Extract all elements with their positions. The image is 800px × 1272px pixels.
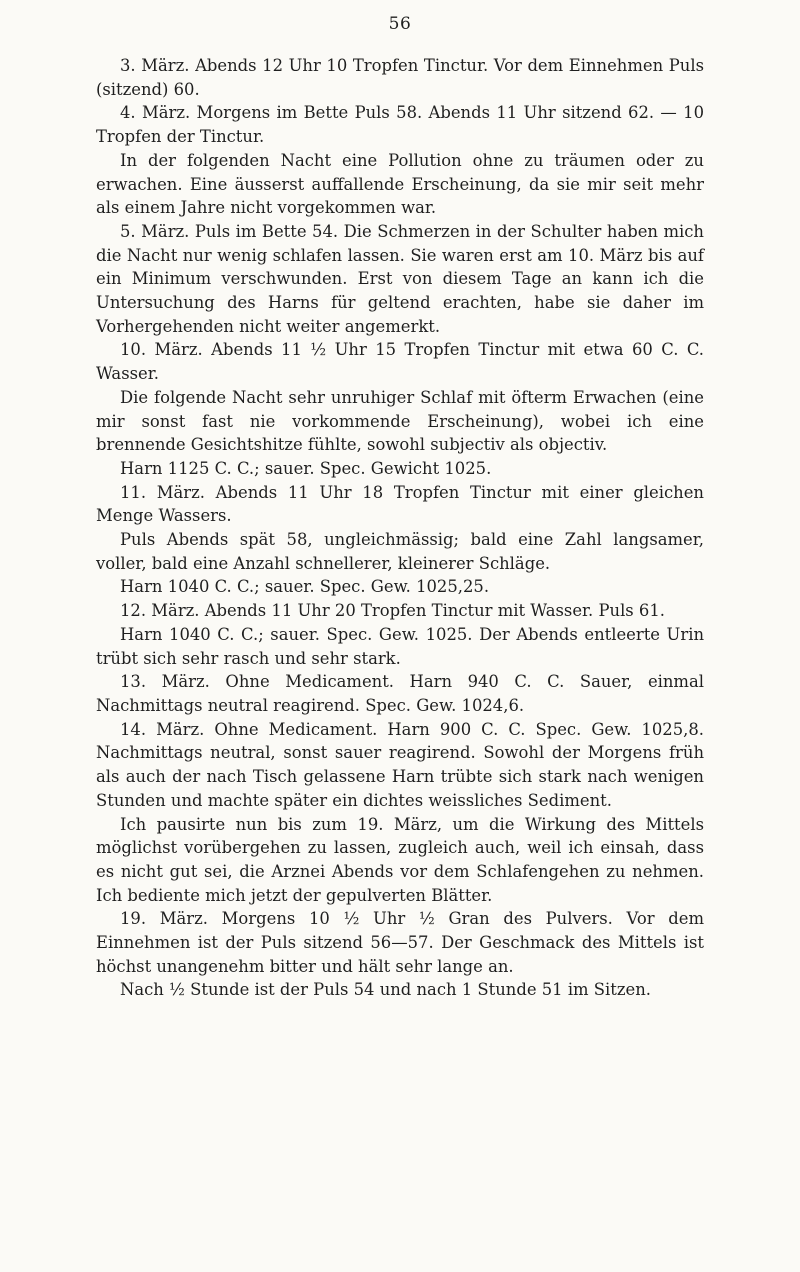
paragraph-5: 10. März. Abends 11 ½ Uhr 15 Tropfen Tinctur mit etwa 60 C. C. Wasser. xyxy=(96,340,704,384)
paragraph-8: 11. März. Abends 11 Uhr 18 Tropfen Tinctur mit einer gleichen Menge Wassers. xyxy=(96,482,704,526)
paragraph-12: Harn 1040 C. C.; sauer. Spec. Gew. 1025. Der Abends entleerte Urin trübt sich sehr rasch und sehr stark. xyxy=(96,624,704,668)
paragraph-14: 14. März. Ohne Medicament. Harn 900 C. C. Spec. Gew. 1025,8. Nachmittags neutral, sonst sauer reagirend. Sowohl der Morgens früh als auch der nach Tisch gelassene Harn trübte sich stark nach wenigen Stunden und machte später ein dichtes weissliches Sediment. xyxy=(96,719,704,810)
paragraph-13: 13. März. Ohne Medicament. Harn 940 C. C. Sauer, einmal Nachmittags neutral reagirend. Spec. Gew. 1024,6. xyxy=(96,672,704,715)
paragraph-1: 3. März. Abends 12 Uhr 10 Tropfen Tinctur. Vor dem Einnehmen Puls (sitzend) 60. xyxy=(96,56,704,99)
body-text xyxy=(96,54,704,1002)
paragraph-10: Harn 1040 C. C.; sauer. Spec. Gew. 1025,25. xyxy=(120,577,490,597)
paragraph-16: 19. März. Morgens 10 ½ Uhr ½ Gran des Pulvers. Vor dem Einnehmen ist der Puls sitzend 56—57. Der Geschmack des Mittels ist höchst unangenehm bitter und hält sehr lange an. xyxy=(96,909,704,976)
paragraph-6: Die folgende Nacht sehr unruhiger Schlaf mit öfterm Erwachen (eine mir sonst fast nie vorkommende Erscheinung), wobei ich eine brennende Gesichtshitze fühlte, sowohl subjectiv als objectiv. xyxy=(96,387,704,455)
paragraph-3: In der folgenden Nacht eine Pollution ohne zu träumen oder zu erwachen. Eine äusserst auffallende Erscheinung, da sie mir seit mehr als einem Jahre nicht vorgekommen war. xyxy=(96,150,704,218)
paragraph-4: 5. März. Puls im Bette 54. Die Schmerzen in der Schulter haben mich die Nacht nur wenig schlafen lassen. Sie waren erst am 10. März bis auf ein Minimum verschwunden. Erst von diesem Tage an kann ich die Untersuchung des Harns für geltend erachten, habe sie daher im Vorhergehenden nicht weiter angemerkt. xyxy=(96,221,704,336)
paragraph-9: Puls Abends spät 58, ungleichmässig; bald eine Zahl langsamer, voller, bald eine Anzahl schnellerer, kleinerer Schläge. xyxy=(96,530,704,573)
paragraph-2: 4. März. Morgens im Bette Puls 58. Abends 11 Uhr sitzend 62. — 10 Tropfen der Tinctur. xyxy=(96,103,704,147)
paragraph-15: Ich pausirte nun bis zum 19. März, um die Wirkung des Mittels möglichst vorübergehen zu lassen, zugleich auch, weil ich einsah, dass es nicht gut sei, die Arznei Abends vor dem Schlafengehen zu nehmen. Ich bediente mich jetzt der gepulverten Blätter. xyxy=(96,814,704,905)
page-number: 56 xyxy=(388,14,412,34)
paragraph-17: Nach ½ Stunde ist der Puls 54 und nach 1 Stunde 51 im Sitzen. xyxy=(120,980,651,1000)
paragraph-11: 12. März. Abends 11 Uhr 20 Tropfen Tinctur mit Wasser. Puls 61. xyxy=(120,601,665,621)
paragraph-7: Harn 1125 C. C.; sauer. Spec. Gewicht 1025. xyxy=(120,458,492,478)
